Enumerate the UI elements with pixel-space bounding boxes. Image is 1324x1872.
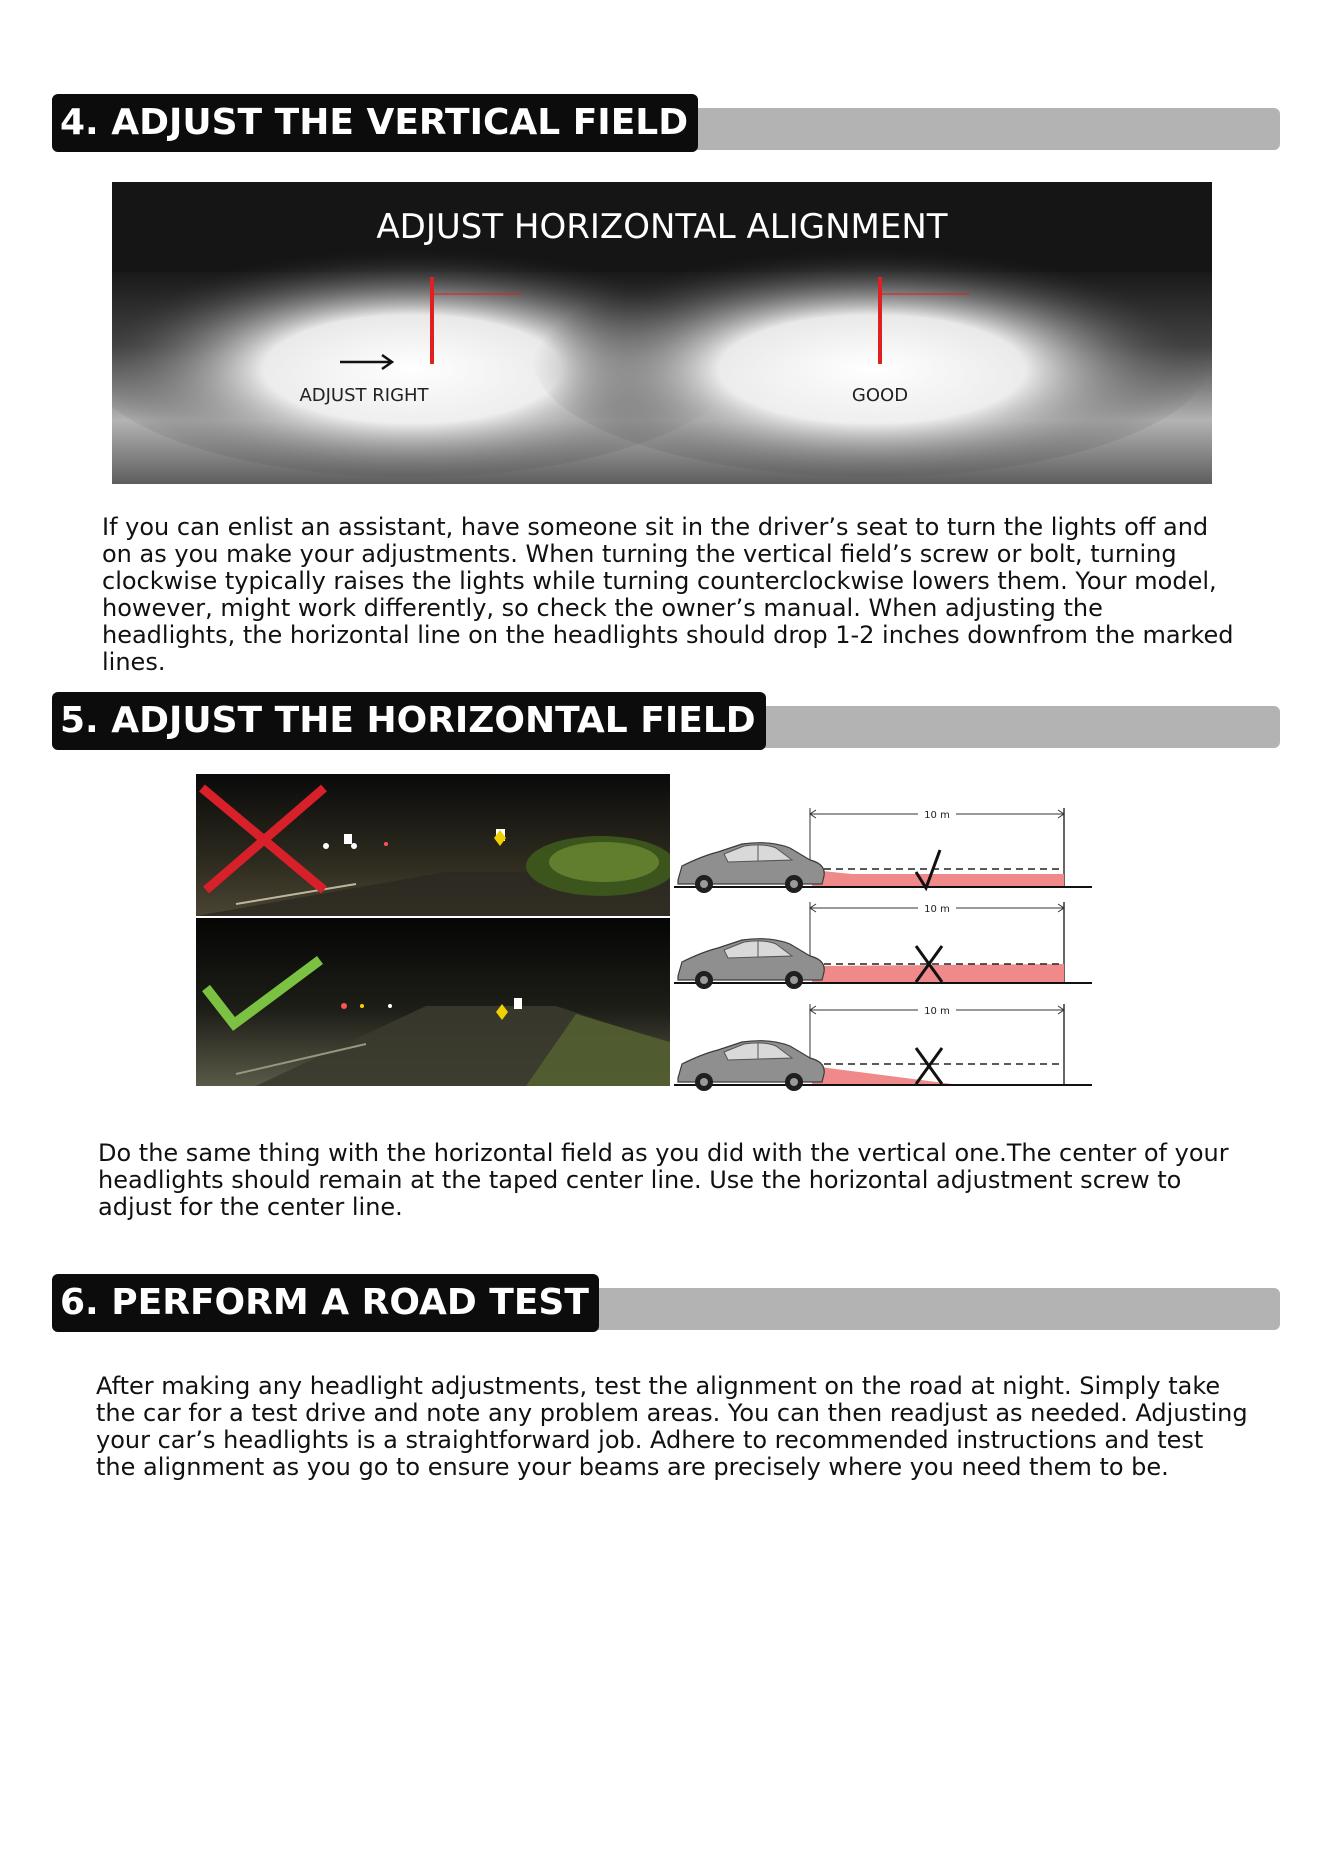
good-label: GOOD [851, 385, 909, 406]
adjust-right-label: ADJUST RIGHT [299, 385, 429, 406]
diagram-row-correct [674, 806, 1092, 893]
diagram-row-wrong-low [674, 1002, 1092, 1091]
section-4-header [52, 94, 1280, 152]
distance-label: 10 m [924, 810, 950, 821]
section-6-header [52, 1274, 1280, 1332]
section-5-title: 5. ADJUST THE HORIZONTAL FIELD [52, 692, 766, 750]
alignment-figure [112, 182, 1212, 484]
night-road-photos [196, 774, 670, 1086]
section-6-body: After making any headlight adjustments, test the alignment on the road at night. Simply take the car for a test drive and note any problem areas. You can then readjust as needed. Adjusting your car’s headlights is a straightforward job. Adhere to recommended instructions and test the alignment as you go to ensure your beams are precisely where you need them to be. [96, 1372, 1248, 1481]
diagram-row-wrong-high [674, 900, 1092, 989]
section-4-title: 4. ADJUST THE VERTICAL FIELD [52, 94, 698, 152]
section-5-body: Do the same thing with the horizontal field as you did with the vertical one.The center of your headlights should remain at the taped center line. Use the horizontal adjustment screw to adjust for the center line. [98, 1139, 1229, 1221]
distance-label: 10 m [924, 1006, 950, 1017]
section-6-title: 6. PERFORM A ROAD TEST [52, 1274, 599, 1332]
section-5-header [52, 692, 1280, 750]
beam-pattern-diagram [672, 802, 1092, 1092]
distance-label: 10 m [924, 904, 950, 915]
section-4-body: If you can enlist an assistant, have someone sit in the driver’s seat to turn the lights off and on as you make your adjustments. When turning the vertical field’s screw or bolt, turning clockwise typically raises the lights while turning counterclockwise lowers them. Your model, however, might work differently, so check the owner’s manual. When adjusting the headlights, the horizontal line on the headlights should drop 1-2 inches downfrom the marked lines. [102, 513, 1234, 676]
alignment-figure-title: ADJUST HORIZONTAL ALIGNMENT [376, 207, 948, 247]
cross-mark-icon [916, 1048, 942, 1084]
